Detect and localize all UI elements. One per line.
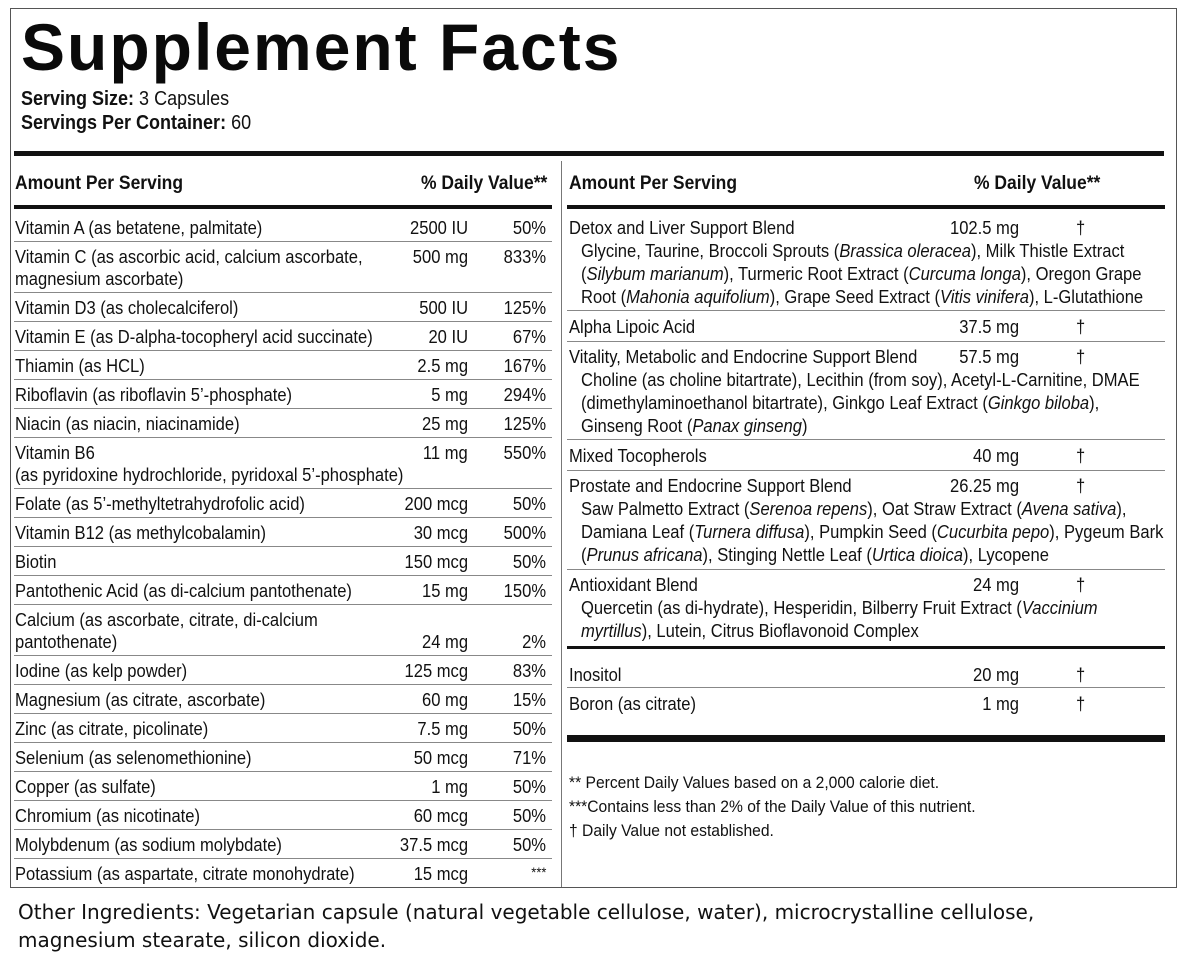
dagger-mark: † <box>1076 218 1086 238</box>
blend-row-detox <box>567 213 1165 311</box>
nutrient-daily-value: 71% <box>512 748 546 768</box>
other-ingredients-text: Vegetarian capsule (natural vegetable cellulose, water), microcrystalline cellulose, <box>200 900 1035 924</box>
blend-ingredients-line: Root (Mahonia aquifolium), Grape Seed Extract (Vitis vinifera), L-Glutathione <box>581 287 1144 307</box>
other-ingredients <box>18 898 1138 954</box>
blend-row-vitality <box>567 342 1165 440</box>
row-boron <box>567 688 1165 717</box>
blend-ingredients-line: Glycine, Taurine, Broccoli Sprouts (Brassica oleracea), Milk Thistle Extract <box>581 241 1125 261</box>
nutrient-amount: 20 IU <box>428 327 468 347</box>
serving-size <box>21 87 229 111</box>
blend-name: Prostate and Endocrine Support Blend <box>569 476 852 496</box>
nutrient-name: Niacin (as niacin, niacinamide) <box>15 414 240 434</box>
dagger-mark: † <box>1076 694 1086 714</box>
nutrient-amount: 200 mcg <box>404 494 468 514</box>
servings-per-container <box>21 111 251 135</box>
blend-ingredients-line: (Silybum marianum), Turmeric Root Extract (Curcuma longa), Oregon Grape <box>581 264 1142 284</box>
top-thick-rule <box>14 151 1164 156</box>
nutrient-name: Vitamin D3 (as cholecalciferol) <box>15 298 239 318</box>
nutrient-amount: 5 mg <box>431 385 468 405</box>
nutrient-daily-value: 550% <box>503 443 546 463</box>
nutrient-daily-value: 50% <box>512 494 546 514</box>
blend-ingredients-line: Quercetin (as di-hydrate), Hesperidin, Bilberry Fruit Extract (Vaccinium <box>581 598 1098 618</box>
nutrient-amount: 60 mg <box>421 690 468 710</box>
nutrient-name: Selenium (as selenomethionine) <box>15 748 252 768</box>
nutrient-row <box>14 409 552 438</box>
nutrient-daily-value: 50% <box>512 552 546 572</box>
nutrient-row <box>14 242 552 293</box>
nutrient-daily-value: 167% <box>503 356 546 376</box>
nutrient-amount: 30 mcg <box>413 523 468 543</box>
nutrient-row <box>14 322 552 351</box>
nutrient-name: Vitamin E (as D-alpha-tocopheryl acid succinate) <box>15 327 373 347</box>
blend-ingredients-line: Saw Palmetto Extract (Serenoa repens), Oat Straw Extract (Avena sativa), <box>581 499 1127 519</box>
nutrient-daily-value: 50% <box>512 719 546 739</box>
left-amount-header: Amount Per Serving <box>15 173 184 194</box>
row-name: Alpha Lipoic Acid <box>569 317 696 337</box>
nutrient-row <box>14 801 552 830</box>
other-ingredients-label: Other Ingredients: <box>18 900 201 924</box>
nutrient-row <box>14 859 552 888</box>
nutrient-row <box>14 656 552 685</box>
blend-row-antioxidant <box>567 570 1165 649</box>
blend-amount: 57.5 mg <box>959 347 1019 367</box>
nutrient-daily-value: 150% <box>503 581 546 601</box>
blend-name: Detox and Liver Support Blend <box>569 218 795 238</box>
nutrient-row <box>14 518 552 547</box>
dagger-mark: † <box>1076 446 1086 466</box>
nutrient-name: Vitamin B12 (as methylcobalamin) <box>15 523 266 543</box>
dagger-mark: † <box>1076 347 1086 367</box>
nutrient-row <box>14 293 552 322</box>
dagger-mark: † <box>1076 476 1086 496</box>
nutrient-row <box>14 213 552 242</box>
nutrient-daily-value: 83% <box>512 661 546 681</box>
dagger-mark: † <box>1076 665 1086 685</box>
nutrient-daily-value: 15% <box>512 690 546 710</box>
footnote-percent-dv: ** Percent Daily Values based on a 2,000 calorie diet. <box>569 773 940 792</box>
blend-ingredients-line: (Prunus africana), Stinging Nettle Leaf (Urtica dioica), Lycopene <box>581 545 1049 565</box>
page-title: Supplement Facts <box>21 10 622 84</box>
nutrient-name: Potassium (as aspartate, citrate monohydrate) <box>15 864 355 884</box>
nutrient-daily-value: 125% <box>503 298 546 318</box>
nutrient-row <box>14 351 552 380</box>
nutrient-name-continued: magnesium ascorbate) <box>15 269 184 289</box>
blend-ingredients-line: myrtillus), Lutein, Citrus Bioflavonoid Complex <box>581 621 919 641</box>
nutrient-name-continued: (as pyridoxine hydrochloride, pyridoxal 5’-phosphate) <box>15 465 404 485</box>
serving-size-label: Serving Size: <box>21 88 135 110</box>
nutrient-amount: 24 mg <box>421 632 468 652</box>
nutrient-name: Folate (as 5’-methyltetrahydrofolic acid) <box>15 494 305 514</box>
nutrient-amount: 125 mcg <box>404 661 468 681</box>
dagger-mark: † <box>1076 317 1086 337</box>
nutrient-row <box>14 380 552 409</box>
nutrient-daily-value: 50% <box>512 777 546 797</box>
nutrient-amount: 15 mg <box>421 581 468 601</box>
row-inositol <box>567 659 1165 688</box>
nutrient-daily-value: 50% <box>512 806 546 826</box>
row-alpha-lipoic-acid <box>567 311 1165 342</box>
row-name: Mixed Tocopherols <box>569 446 707 466</box>
nutrient-row <box>14 438 552 489</box>
nutrient-daily-value: 2% <box>522 632 546 652</box>
nutrient-daily-value: 500% <box>503 523 546 543</box>
nutrient-row <box>14 772 552 801</box>
blend-ingredients-line: Choline (as choline bitartrate), Lecithin (from soy), Acetyl-L-Carnitine, DMAE <box>581 370 1140 390</box>
servings-per-container-value: 60 <box>231 112 252 134</box>
supplement-facts-panel <box>10 8 1177 888</box>
right-amount-header: Amount Per Serving <box>569 173 738 194</box>
nutrient-name: Calcium (as ascorbate, citrate, di-calcium <box>15 610 318 630</box>
blend-row-prostate <box>567 471 1165 570</box>
servings-per-container-label: Servings Per Container: <box>21 112 227 134</box>
serving-size-value: 3 Capsules <box>139 88 230 110</box>
nutrient-amount: 60 mcg <box>413 806 468 826</box>
nutrient-daily-value: 67% <box>512 327 546 347</box>
nutrient-row <box>14 830 552 859</box>
blend-ingredients-line: Damiana Leaf (Turnera diffusa), Pumpkin Seed (Cucurbita pepo), Pygeum Bark <box>581 522 1164 542</box>
nutrient-amount: 2.5 mg <box>417 356 468 376</box>
nutrient-amount: 37.5 mcg <box>399 835 468 855</box>
nutrient-daily-value: *** <box>530 864 546 880</box>
nutrient-amount: 7.5 mg <box>417 719 468 739</box>
blend-name: Vitality, Metabolic and Endocrine Support Blend <box>569 347 918 367</box>
right-dv-header: % Daily Value** <box>974 173 1101 194</box>
nutrient-amount: 1 mg <box>431 777 468 797</box>
nutrient-daily-value: 833% <box>503 247 546 267</box>
nutrient-amount: 15 mcg <box>413 864 468 884</box>
row-name: Inositol <box>569 665 622 685</box>
blend-name: Antioxidant Blend <box>569 575 698 595</box>
blend-amount: 24 mg <box>972 575 1019 595</box>
row-amount: 40 mg <box>972 446 1019 466</box>
blend-ingredients-line: (dimethylaminoethanol bitartrate), Ginkgo Leaf Extract (Ginkgo biloba), <box>581 393 1100 413</box>
other-ingredients-line-1 <box>18 898 1138 926</box>
nutrient-name: Zinc (as citrate, picolinate) <box>15 719 209 739</box>
nutrient-name: Biotin <box>15 552 57 572</box>
nutrient-name: Iodine (as kelp powder) <box>15 661 188 681</box>
row-amount: 37.5 mg <box>959 317 1019 337</box>
nutrient-name: Vitamin B6 <box>15 443 95 463</box>
nutrient-name: Riboflavin (as riboflavin 5’-phosphate) <box>15 385 293 405</box>
footnote-thick-rule <box>567 735 1165 742</box>
nutrient-name: Vitamin C (as ascorbic acid, calcium ascorbate, <box>15 247 363 267</box>
nutrient-amount: 2500 IU <box>409 218 468 238</box>
row-name: Boron (as citrate) <box>569 694 697 714</box>
blend-amount: 26.25 mg <box>949 476 1019 496</box>
nutrient-row <box>14 685 552 714</box>
nutrient-amount: 25 mg <box>421 414 468 434</box>
blend-amount: 102.5 mg <box>949 218 1019 238</box>
nutrient-amount: 11 mg <box>423 443 468 463</box>
column-divider <box>561 161 562 887</box>
footnote-less-than-2: ***Contains less than 2% of the Daily Value of this nutrient. <box>569 797 976 816</box>
row-amount: 1 mg <box>982 694 1019 714</box>
nutrient-row <box>14 743 552 772</box>
dagger-mark: † <box>1076 575 1086 595</box>
right-header-rule <box>567 205 1165 209</box>
left-dv-header: % Daily Value** <box>421 173 548 194</box>
nutrient-name: Chromium (as nicotinate) <box>15 806 200 826</box>
nutrient-daily-value: 125% <box>503 414 546 434</box>
left-header-rule <box>14 205 552 209</box>
nutrient-daily-value: 50% <box>512 835 546 855</box>
nutrient-row <box>14 489 552 518</box>
nutrient-name: Vitamin A (as betatene, palmitate) <box>15 218 263 238</box>
nutrient-name: Copper (as sulfate) <box>15 777 156 797</box>
row-amount: 20 mg <box>972 665 1019 685</box>
row-mixed-tocopherols <box>567 440 1165 471</box>
nutrient-name: Molybdenum (as sodium molybdate) <box>15 835 282 855</box>
nutrient-amount: 50 mcg <box>413 748 468 768</box>
nutrient-name: Thiamin (as HCL) <box>15 356 145 376</box>
nutrient-daily-value: 294% <box>503 385 546 405</box>
nutrient-row <box>14 547 552 576</box>
nutrient-row <box>14 714 552 743</box>
nutrient-row <box>14 605 552 656</box>
nutrient-row <box>14 576 552 605</box>
nutrient-amount: 150 mcg <box>404 552 468 572</box>
footnote-dagger: † Daily Value not established. <box>569 821 774 840</box>
nutrient-name-continued: pantothenate) <box>15 632 118 652</box>
nutrient-daily-value: 50% <box>512 218 546 238</box>
nutrient-name: Pantothenic Acid (as di-calcium pantothenate) <box>15 581 352 601</box>
blend-ingredients-line: Ginseng Root (Panax ginseng) <box>581 416 808 436</box>
nutrient-amount: 500 mg <box>412 247 468 267</box>
nutrient-amount: 500 IU <box>419 298 468 318</box>
nutrient-name: Magnesium (as citrate, ascorbate) <box>15 690 266 710</box>
other-ingredients-line-2: magnesium stearate, silicon dioxide. <box>18 928 387 952</box>
